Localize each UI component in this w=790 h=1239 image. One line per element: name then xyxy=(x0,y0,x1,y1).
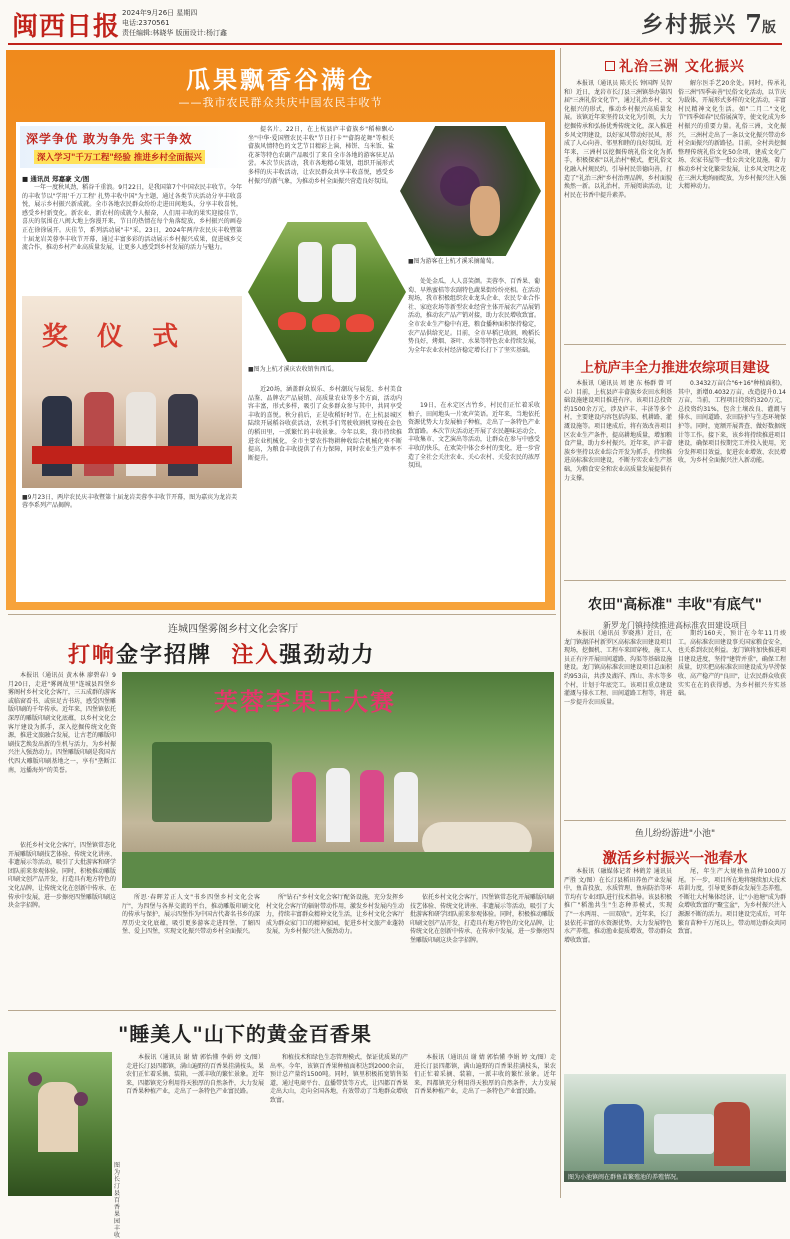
article-col-2: 0.3432万亩(合"6+16"种植面积)，其中，新增0.4032万亩，改造提升0.14万亩，当前，工程项目投资约320万元，总投资约31%，包含土壤改良、灌溉与排水、田间道路、农田防护与生态环境保护等。同时，宽额开展普查、做好数据统计等工作。接下来，该乡将持续推进项目建设，确保项目按期完工并投入使用，充分发挥项目效益，促进农业增效、农民增收，为乡村全面振兴注入新动能。 xyxy=(678,380,787,465)
issue-date: 2024年9月26日 xyxy=(122,9,175,17)
article-fish-pond xyxy=(564,824,786,1196)
article-col-1: 本报讯（通讯员 黄木林 廖碧春）9月20日，走进"雾阁故里"连城县四堡乡雾阁村乡村文化会客厅，三五成群的游客或临窗看书、或驻足古书坊，感受四堡雕版印刷的千年传承。近年来，四堡镇依托深厚的雕版印刷文化底蕴，以乡村文化会客厅建设为抓手，深入挖掘传统文化资源，推进文旅融合发展，让古老的雕版印刷技艺焕发出新的生机与活力，为乡村振兴注入强劲动力。四堡雕版印刷是我国古代四大雕版印刷基地之一，享有"垄断江南，远播海外"的美誉。 xyxy=(8,672,117,774)
feature-byline: ■ 通讯员 郑嘉豪 文/图 xyxy=(22,175,90,183)
feature-col-5: 19日，在永定区古竹乡，村民们正忙着采收柚子，田间地头一片欢声笑语。近年来，当地依托资源优势大力发展柚子种植，走出了一条特色产业致富路。本次节庆活动还开展了农民趣味运动会、丰收集市、文艺演出等活动，让群众在参与中感受丰收的快乐，在欢笑中体会乡村的变化，进一步营造了全社会关注农业、关心农村、关爱农民的浓厚氛围。 xyxy=(408,402,541,470)
banner-line-1: 深学争优 敢为争先 实干争效 xyxy=(26,132,193,146)
article-col-2: 解尔医手艺20余处。同时，传承礼俗三洲"四季亲善"民俗文化活动，以节庆为载体，开展形式多样的文化活动，丰富村民精神文化生活。如"二月二"文化节"四季如春"民俗展演等，使文化成为乡村振兴的重要力量。礼俗三洲，文化振兴，三洲村走出了一条以文化振兴带动乡村全面振兴的新路径。目前，全村共挖掘整理传统礼俗文化50余项，建成文化广场、农家书屋等一批公共文化设施，着力推动乡村文化繁荣发展，让乡风文明之花在三洲大地绚丽绽放，为乡村振兴注入强大精神动力。 xyxy=(678,80,787,191)
article-col-1: 本报讯（融媒体记者 林鹤芳 通讯员 严胜 文/图）在长汀县稻田养鱼产业发展中，鱼苗投放、水质管理、鱼病防治等环节均有专业团队进行技术指导。该县积极推广"稻渔共生"生态种养模式，实现了"一水两用、一田双收"。近年来，长汀县依托丰富的水资源优势，大力发展特色水产养殖，推动渔业提质增效，带动群众增收致富。 xyxy=(564,868,673,944)
policy-banner xyxy=(20,126,242,168)
article-col-2: 和植技术和绿色生态管理模式，保证优质果的产出率。今年，该镇百香果种植面积达到2000余亩，预计总产量约1500吨。同时，镇里积极拓宽销售渠道，通过电商平台、直播带货等方式，让四都百香果走出大山，走向全国各地，有效带动了当地群众增收致富。 xyxy=(270,1054,409,1104)
article-col-1: 本报讯（通讯员 周 建 东 杨群 曾 可心）目前，上杭县庐丰畲族乡农田水利基础设施建设项目推进有序。该项目总投资约1500余万元，涉及庐丰、丰济等多个村，主要建设内容包括沟渠、机耕路、灌溉设施等。项目建成后，将有效改善项目区农业生产条件，提高耕地质量，增加粮食产量，助力乡村振兴。近年来，庐丰畲族乡坚持以农业综合开发为抓手，持续推进高标准农田建设，不断夯实农业生产基础，为粮食安全和农业高质量发展提供有力支撑。 xyxy=(564,380,673,482)
issue-weekday: 星期四 xyxy=(176,9,198,17)
article-title: 农田"高标准" 丰收"有底气" xyxy=(587,597,763,613)
page-number: 7 xyxy=(745,9,762,38)
photo-watermelon-sale xyxy=(248,222,406,362)
title-part-3: 注入 xyxy=(231,642,280,668)
photo-passion-fruit-farm xyxy=(8,1052,112,1196)
photo-fish-pond xyxy=(564,1074,786,1182)
article-title: 激活乡村振兴一池春水 xyxy=(602,851,748,867)
article-title: "睡美人"山下的黄金百香果 xyxy=(118,1022,372,1046)
title-part-4: 强劲动力 xyxy=(279,642,376,668)
article-title xyxy=(68,638,375,669)
article-title: 上杭庐丰全力推进农综项目建设 xyxy=(580,360,770,376)
article-farmland-standard xyxy=(564,584,786,816)
banner-line-2: 深入学习"千万工程"经验 推进乡村全面振兴 xyxy=(34,150,205,164)
masthead xyxy=(0,0,790,44)
photo-plum-contest xyxy=(122,672,554,888)
article-passion-fruit xyxy=(8,1012,556,1239)
article-col-4: 所"钻石"乡村文化会客厅配备设施，充分发挥乡村文化会客厅的辐射带动作用，激发乡村发展内生动力，持续丰富群众精神文化生活，让乡村文化会客厅成为群众家门口的精神家园，促进乡村文旅产业蓬勃发展，为乡村振兴注入强劲动力。 xyxy=(266,894,405,936)
article-lufeng-project xyxy=(564,348,786,574)
feature-col-1: 一年一度秋风劲，稻谷千重浪。9月22日，是我国第7个中国农民丰收节。今年的丰收节以"学用'千万工程' 扎势丰收中国"为主题，通过各类节庆活动分享丰收喜悦，展示乡村振兴新成就。全市各地农民群众纷纷走进田间地头，分享丰收喜悦，感受乡村新变化。新农业、新农村的成就令人振奋，人们用丰收的果实迎接佳节，喜庆的氛围在八闽大地上弥漫开来，节日的热情在每个角落绽放，乡村振兴的画卷正在徐徐展开。庆佳节，系列活动展"丰"采。23日，2024年两岸农民庆丰收暨第十届龙岩芙蓉李丰收节开幕，通过丰富多彩的活动展示乡村振兴成果，促进城乡交流合作，推动乡村产业高质量发展，让更多人感受到乡村发展的活力与魅力。 xyxy=(22,184,242,252)
flag-icon xyxy=(605,61,615,71)
article-col-3: 本报讯（通讯员 谢 婧 郭怡懂 李娟 婷 文/图）走进长汀县四都镇，满山遍野的百香果挂满枝头，果农们正忙着采摘、装箱，一派丰收的繁忙景象。近年来，四都镇充分利用得天独厚的自然条件，大力发展百香果种植产业，走出了一条特色产业富民路。 xyxy=(414,1054,556,1096)
feature-col-4: 近20场，涵盖群众娱乐、乡村潮玩与展览、乡村美食品鉴、品牌农产品展销、高质量农业等多个方面，活动内容丰富，形式多样，吸引了众多群众参与其中，共同享受丰收的喜悦。秋分前后，正是收稻好时节。在上杭县城区陆续开展稻谷收获活动，农机手们驾驶收割机穿梭在金色的稻田里，一派繁忙的丰收景象。今年以来，我市持续推进农业机械化，全市主要农作物耕种收综合机械化率不断提高，为粮食丰收提供了有力保障，同时农业生产效率不断提升。 xyxy=(248,386,402,462)
article-kicker: 鱼儿纷纷游进"小池" xyxy=(634,829,716,839)
feature-frame xyxy=(6,50,555,610)
photo-caption: 图为长汀县百香果园丰收 xyxy=(114,1162,121,1239)
photo-grape-picking xyxy=(400,126,541,256)
contact-phone: 电话:2370561 xyxy=(122,19,170,27)
article-kicker: 连城四堡雾阁乡村文化会客厅 xyxy=(168,624,298,635)
photo-grape-caption: ■图为游客在上杭才溪采摘葡萄。 xyxy=(408,258,498,265)
feature-title: 瓜果飘香谷满仓 xyxy=(186,65,375,94)
photo-ceremony-caption: ■9月23日，两岸农民庆丰收暨第十届龙岩芙蓉李丰收节开幕，图为嘉宾为龙岩芙蓉李系列产品揭牌。 xyxy=(22,494,238,509)
newspaper-logo: 闽西日报 xyxy=(12,12,121,42)
article-col-1: 本报讯（通讯员 谢 婧 郭怡懂 李娟 婷 文/图）走进长汀县四都镇，满山遍野的百香果挂满枝头，果农们正忙着采摘、装箱，一派丰收的繁忙景象。近年来，四都镇充分利用得天独厚的自然条件，大力发展百香果种植产业，走出了一条特色产业富民路。 xyxy=(126,1054,265,1096)
title-part-2: 金字招牌 xyxy=(116,642,213,668)
photo-watermelon-caption: ■图为上杭才溪庆农收销售西瓜。 xyxy=(248,366,338,373)
article-subtitle: 新罗龙门镇持续推进高标准农田建设项目 xyxy=(603,621,747,630)
feature-col-3: 处处金瓜，人人喜笑颜。芙蓉李、百香果、葡萄、早熟蜜桔等农副特色蔬果街纷纷亮相。在活动现场，我市积极组织农业龙头企业、农民专业合作社、家庭农场等新型农业经营主体开展农产品展销活动，推动农产品产销对接，助力农民增收致富。全市农业生产稳中有进，粮食播种面积保持稳定，农产品供给充足。目前，全市早稻已收割，晚稻长势良好，烤烟、茶叶、水果等特色农业持续发展，为全年农业农村经济稳定增长打下了坚实基础。 xyxy=(408,278,541,354)
article-col-2: 期约160天，预计在今年11月竣工。高标准农田建设事关国家粮食安全，也关系到农民利益。龙门镇将加快推进项目建设进度，坚持"建管并重"，确保工程质量，切实把高标准农田建设成为旱涝保收、高产稳产的"良田"，让农民群众收获实实在在的获得感，为乡村振兴夯实基础。 xyxy=(678,630,787,698)
article-col-1: 本报讯（通讯员 罗晓燕）近日，在龙门镇湖洋村新罗区高标准农田建设项目现场，挖掘机、工程车来回穿梭，施工人员正有序开展田间道路、沟渠等基础设施建设。龙门镇高标准农田建设项目总面积约953亩，共涉及湖洋、西山、赤水等多个村，计划于年底完工。该项目重点建设灌溉与排水工程、田间道路工程等，将进一步提升农田质量。 xyxy=(564,630,673,706)
section-title: 乡村振兴 xyxy=(641,12,738,38)
article-col-1: 本报讯（通讯员 陈关长 钟国辉 吴智和）近日，龙岩市长汀县三洲镇举办第四届"三洲礼俗文化节"，通过礼治乡村、文化振兴的形式，推动乡村振兴高质量发展。该镇近年来坚持以文化为引领，大力挖掘传承和弘扬优秀传统文化，深入推进乡风文明建设，以好家风带动好民风，形成了人心向善、邻里和睦的良好氛围。近年来，三洲村以挖掘传统礼俗文化为抓手，积极探索"以礼治村"模式，把礼俗文化融入村规民约，引导村民崇德向善，打造了"礼治三洲"乡村治理品牌，乡村面貌焕然一新。以礼治村，开展阅读活动，让村民在书香中提升素养。 xyxy=(564,80,673,199)
photo-banner-text: 芙蓉李果王大赛 xyxy=(214,687,396,716)
page-suffix: 版 xyxy=(762,20,776,36)
feature-col-2: 提名片。22日，在上杭县庐丰畲族乡"稻樟飘心坐"中华·爱国暨农民丰收"节日打卡""畲韵花舞"等相关畲族风情特色的文艺节目精彩上演，柿饼、乌米饭、盐花茶等特色农副产品吸引了来自全市各地的游客驻足品尝。本次节庆活动，我市各地精心策划，组织开展形式多样的庆丰收活动，让农民群众共享丰收喜悦，感受乡村振兴的新气象，为推动乡村全面振兴营造良好氛围。 xyxy=(248,126,394,185)
article-liz-sanzhou xyxy=(564,52,786,342)
photo-ribbon-ceremony xyxy=(22,296,242,488)
article-title: 礼治三洲 文化振兴 xyxy=(619,59,745,75)
article-col-3: 所思·春晖芳正人文"书乡四堡乡村文化会客厅"，为四堡与各界交流的平台，推动雕版印刷文化的传承与保护，展示四堡作为中国古代著名书乡的深厚历史文化底蕴，吸引更多游客走进四堡、了解四堡、爱上四堡，实现文化振兴带动乡村全面振兴。 xyxy=(122,894,261,936)
article-col-2: 尾，年生产大规格鱼苗种1000万尾。下一步，项目所在地将继续加大技术培训力度，引导更多群众发展生态养殖，不断壮大村集体经济，让"小池塘"成为群众增收致富的"聚宝盆"，为乡村振兴注入源源不断的活力。项目建设完成后，可年繁育苗种千万尾以上，带动周边群众共同致富。 xyxy=(678,868,787,936)
editor-credits: 责任编辑:林晓华 版面设计:杨汀鑫 xyxy=(122,29,227,37)
photo-caption: 图为小池镇闽在群鱼苗繁殖池的养殖情况。 xyxy=(564,1171,786,1182)
article-col-2: 依托乡村文化会客厅，四堡镇常态化开展雕版印刷技艺体验、传统文化讲座、非遗展示等活动，吸引了大批游客和研学团队前来参观体验。同时，积极推动雕版印刷文创产品开发，打造具有地方特色的文化品牌，让传统文化在创新中传承、在传承中发展，进一步擦亮四堡雕版印刷这块金字招牌。 xyxy=(8,842,117,910)
ceremony-backdrop-text: 奖 仪 式 xyxy=(42,322,189,352)
title-part-1: 打响 xyxy=(68,642,117,668)
article-liancheng-culture xyxy=(8,616,556,1006)
article-col-5: 依托乡村文化会客厅，四堡镇常态化开展雕版印刷技艺体验、传统文化讲座、非遗展示等活动，吸引了大批游客和研学团队前来参观体验。同时，积极推动雕版印刷文创产品开发，打造具有地方特色的文化品牌，让传统文化在创新中传承、在传承中发展，进一步擦亮四堡雕版印刷这块金字招牌。 xyxy=(410,894,555,944)
feature-panel xyxy=(16,122,545,602)
feature-subtitle: ——我市农民群众共庆中国农民丰收节 xyxy=(178,96,383,109)
